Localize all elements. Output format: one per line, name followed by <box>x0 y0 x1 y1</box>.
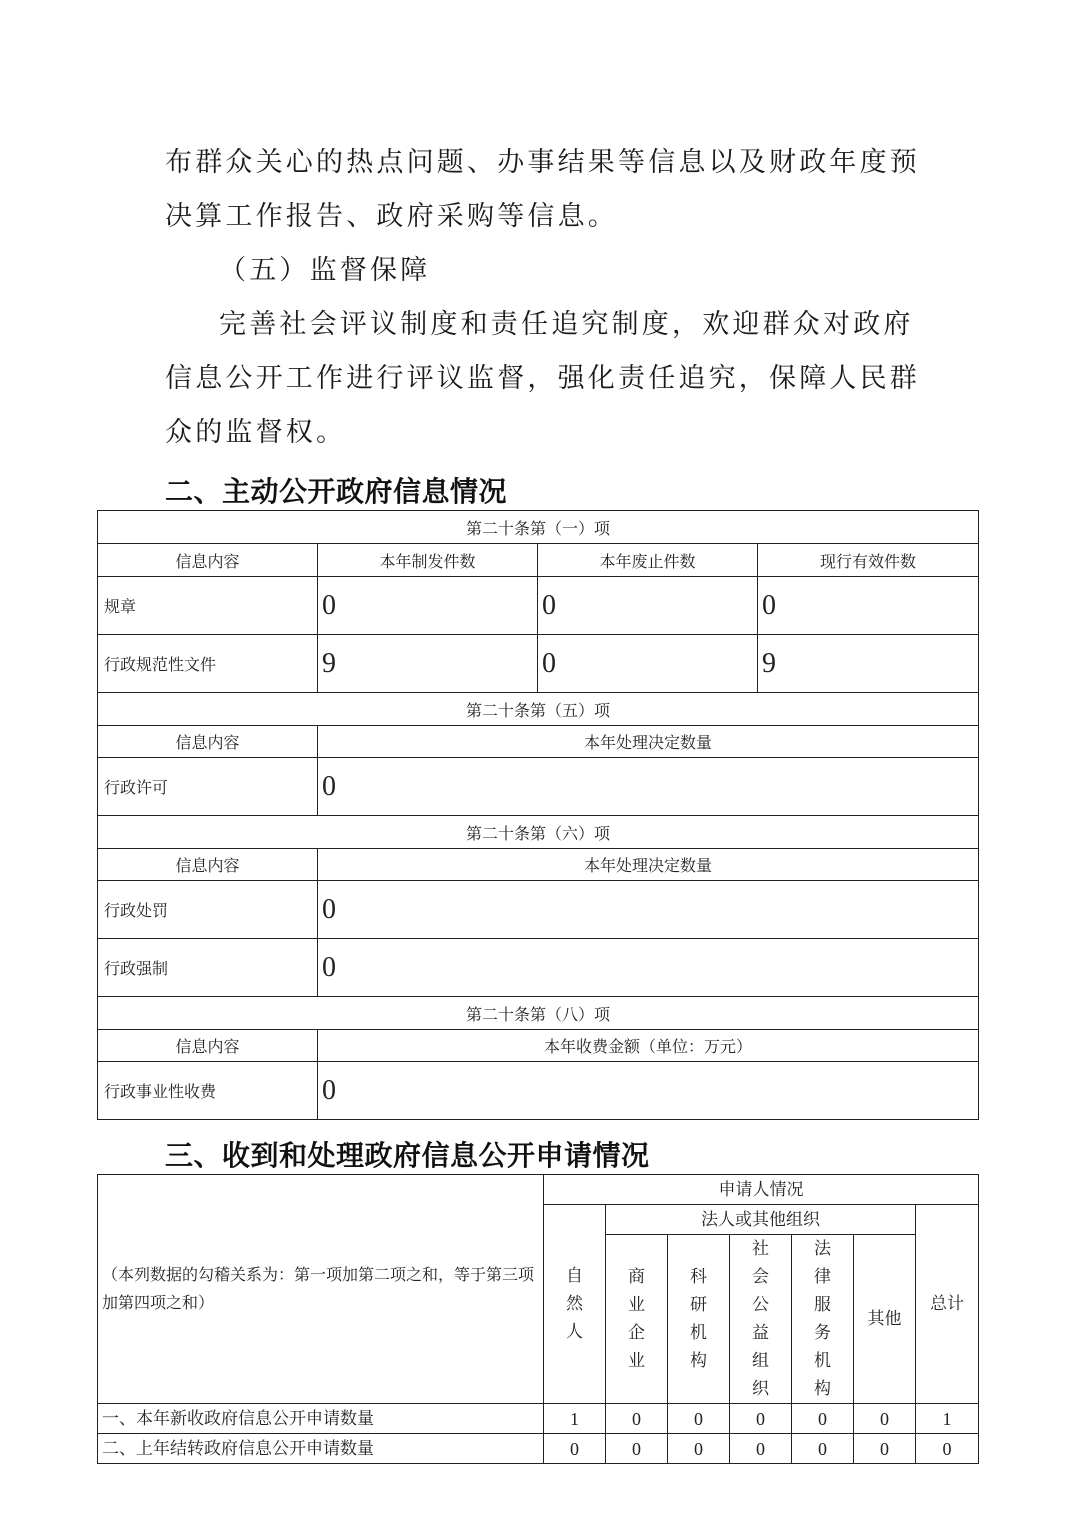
section-3-title: 三、收到和处理政府信息公开申请情况 <box>165 1139 650 1172</box>
cell-other: 0 <box>854 1404 916 1434</box>
cell-issued: 9 <box>318 635 538 693</box>
row-label: 行政规范性文件 <box>98 635 318 693</box>
header-commercial-enterprise: 商业企业 <box>606 1235 668 1404</box>
cell-abolished: 0 <box>538 577 758 635</box>
table-row <box>98 1404 979 1434</box>
paragraph-continuation: 布群众关心的热点问题、办事结果等信息以及财政年度预决算工作报告、政府采购等信息。 <box>165 147 920 232</box>
header-public-welfare-org: 社会公益组织 <box>730 1235 792 1404</box>
col-header-info-content: 信息内容 <box>98 849 318 881</box>
header-research-institution: 科研机构 <box>668 1235 730 1404</box>
header-legal-entity: 法人或其他组织 <box>606 1205 916 1235</box>
cell-abolished: 0 <box>538 635 758 693</box>
table-row <box>98 577 979 635</box>
header-legal-service-org: 法律服务机构 <box>792 1235 854 1404</box>
application-table <box>97 1174 979 1464</box>
header-other: 其他 <box>854 1235 916 1404</box>
table-row <box>98 939 979 997</box>
cell-natural: 0 <box>544 1434 606 1464</box>
cell-commercial: 0 <box>606 1434 668 1464</box>
col-header-info-content: 信息内容 <box>98 544 318 577</box>
table-row <box>98 881 979 939</box>
cell-natural: 1 <box>544 1404 606 1434</box>
row-label: 一、本年新收政府信息公开申请数量 <box>98 1404 544 1434</box>
article-20-item-5-caption: 第二十条第（五）项 <box>98 693 979 726</box>
cell-total: 1 <box>916 1404 979 1434</box>
proactive-disclosure-table <box>97 510 979 1120</box>
cell-value: 0 <box>318 1062 979 1120</box>
cell-legal-service: 0 <box>792 1404 854 1434</box>
row-label: 二、上年结转政府信息公开申请数量 <box>98 1434 544 1464</box>
row-label: 规章 <box>98 577 318 635</box>
col-header-info-content: 信息内容 <box>98 1030 318 1062</box>
header-natural-person: 自然人 <box>544 1205 606 1404</box>
cell-value: 0 <box>318 939 979 997</box>
cell-valid: 0 <box>758 577 979 635</box>
col-header-info-content: 信息内容 <box>98 726 318 758</box>
col-header-abolished: 本年废止件数 <box>538 544 758 577</box>
article-20-item-8-caption: 第二十条第（八）项 <box>98 997 979 1030</box>
cell-legal-service: 0 <box>792 1434 854 1464</box>
cell-value: 0 <box>318 881 979 939</box>
table-row <box>98 1062 979 1120</box>
row-label: 行政处罚 <box>98 881 318 939</box>
cell-value: 0 <box>318 758 979 816</box>
table-row <box>98 1434 979 1464</box>
table-row <box>98 635 979 693</box>
cell-welfare: 0 <box>730 1434 792 1464</box>
header-applicant-info: 申请人情况 <box>544 1175 979 1205</box>
row-label: 行政事业性收费 <box>98 1062 318 1120</box>
col-header-valid: 现行有效件数 <box>758 544 979 577</box>
header-total: 总计 <box>916 1205 979 1404</box>
cell-commercial: 0 <box>606 1404 668 1434</box>
row-label: 行政强制 <box>98 939 318 997</box>
article-20-item-1-caption: 第二十条第（一）项 <box>98 511 979 544</box>
cell-other: 0 <box>854 1434 916 1464</box>
cell-welfare: 0 <box>730 1404 792 1434</box>
col-header-decisions: 本年处理决定数量 <box>318 726 979 758</box>
section-2-title: 二、主动公开政府信息情况 <box>165 475 508 508</box>
col-header-fee-amount: 本年收费金额（单位：万元） <box>318 1030 979 1062</box>
subsection-heading-supervision: （五）监督保障 <box>219 255 431 286</box>
paragraph-supervision: 完善社会评议制度和责任追究制度，欢迎群众对政府信息公开工作进行评议监督，强化责任追究，保障人民群众的监督权。 <box>165 309 920 448</box>
col-header-issued: 本年制发件数 <box>318 544 538 577</box>
cell-valid: 9 <box>758 635 979 693</box>
cell-issued: 0 <box>318 577 538 635</box>
cell-total: 0 <box>916 1434 979 1464</box>
table-row <box>98 758 979 816</box>
article-20-item-6-caption: 第二十条第（六）项 <box>98 816 979 849</box>
cell-research: 0 <box>668 1404 730 1434</box>
row-label: 行政许可 <box>98 758 318 816</box>
cell-research: 0 <box>668 1434 730 1464</box>
col-header-decisions: 本年处理决定数量 <box>318 849 979 881</box>
reconciliation-note: （本列数据的勾稽关系为：第一项加第二项之和，等于第三项加第四项之和） <box>98 1175 544 1404</box>
